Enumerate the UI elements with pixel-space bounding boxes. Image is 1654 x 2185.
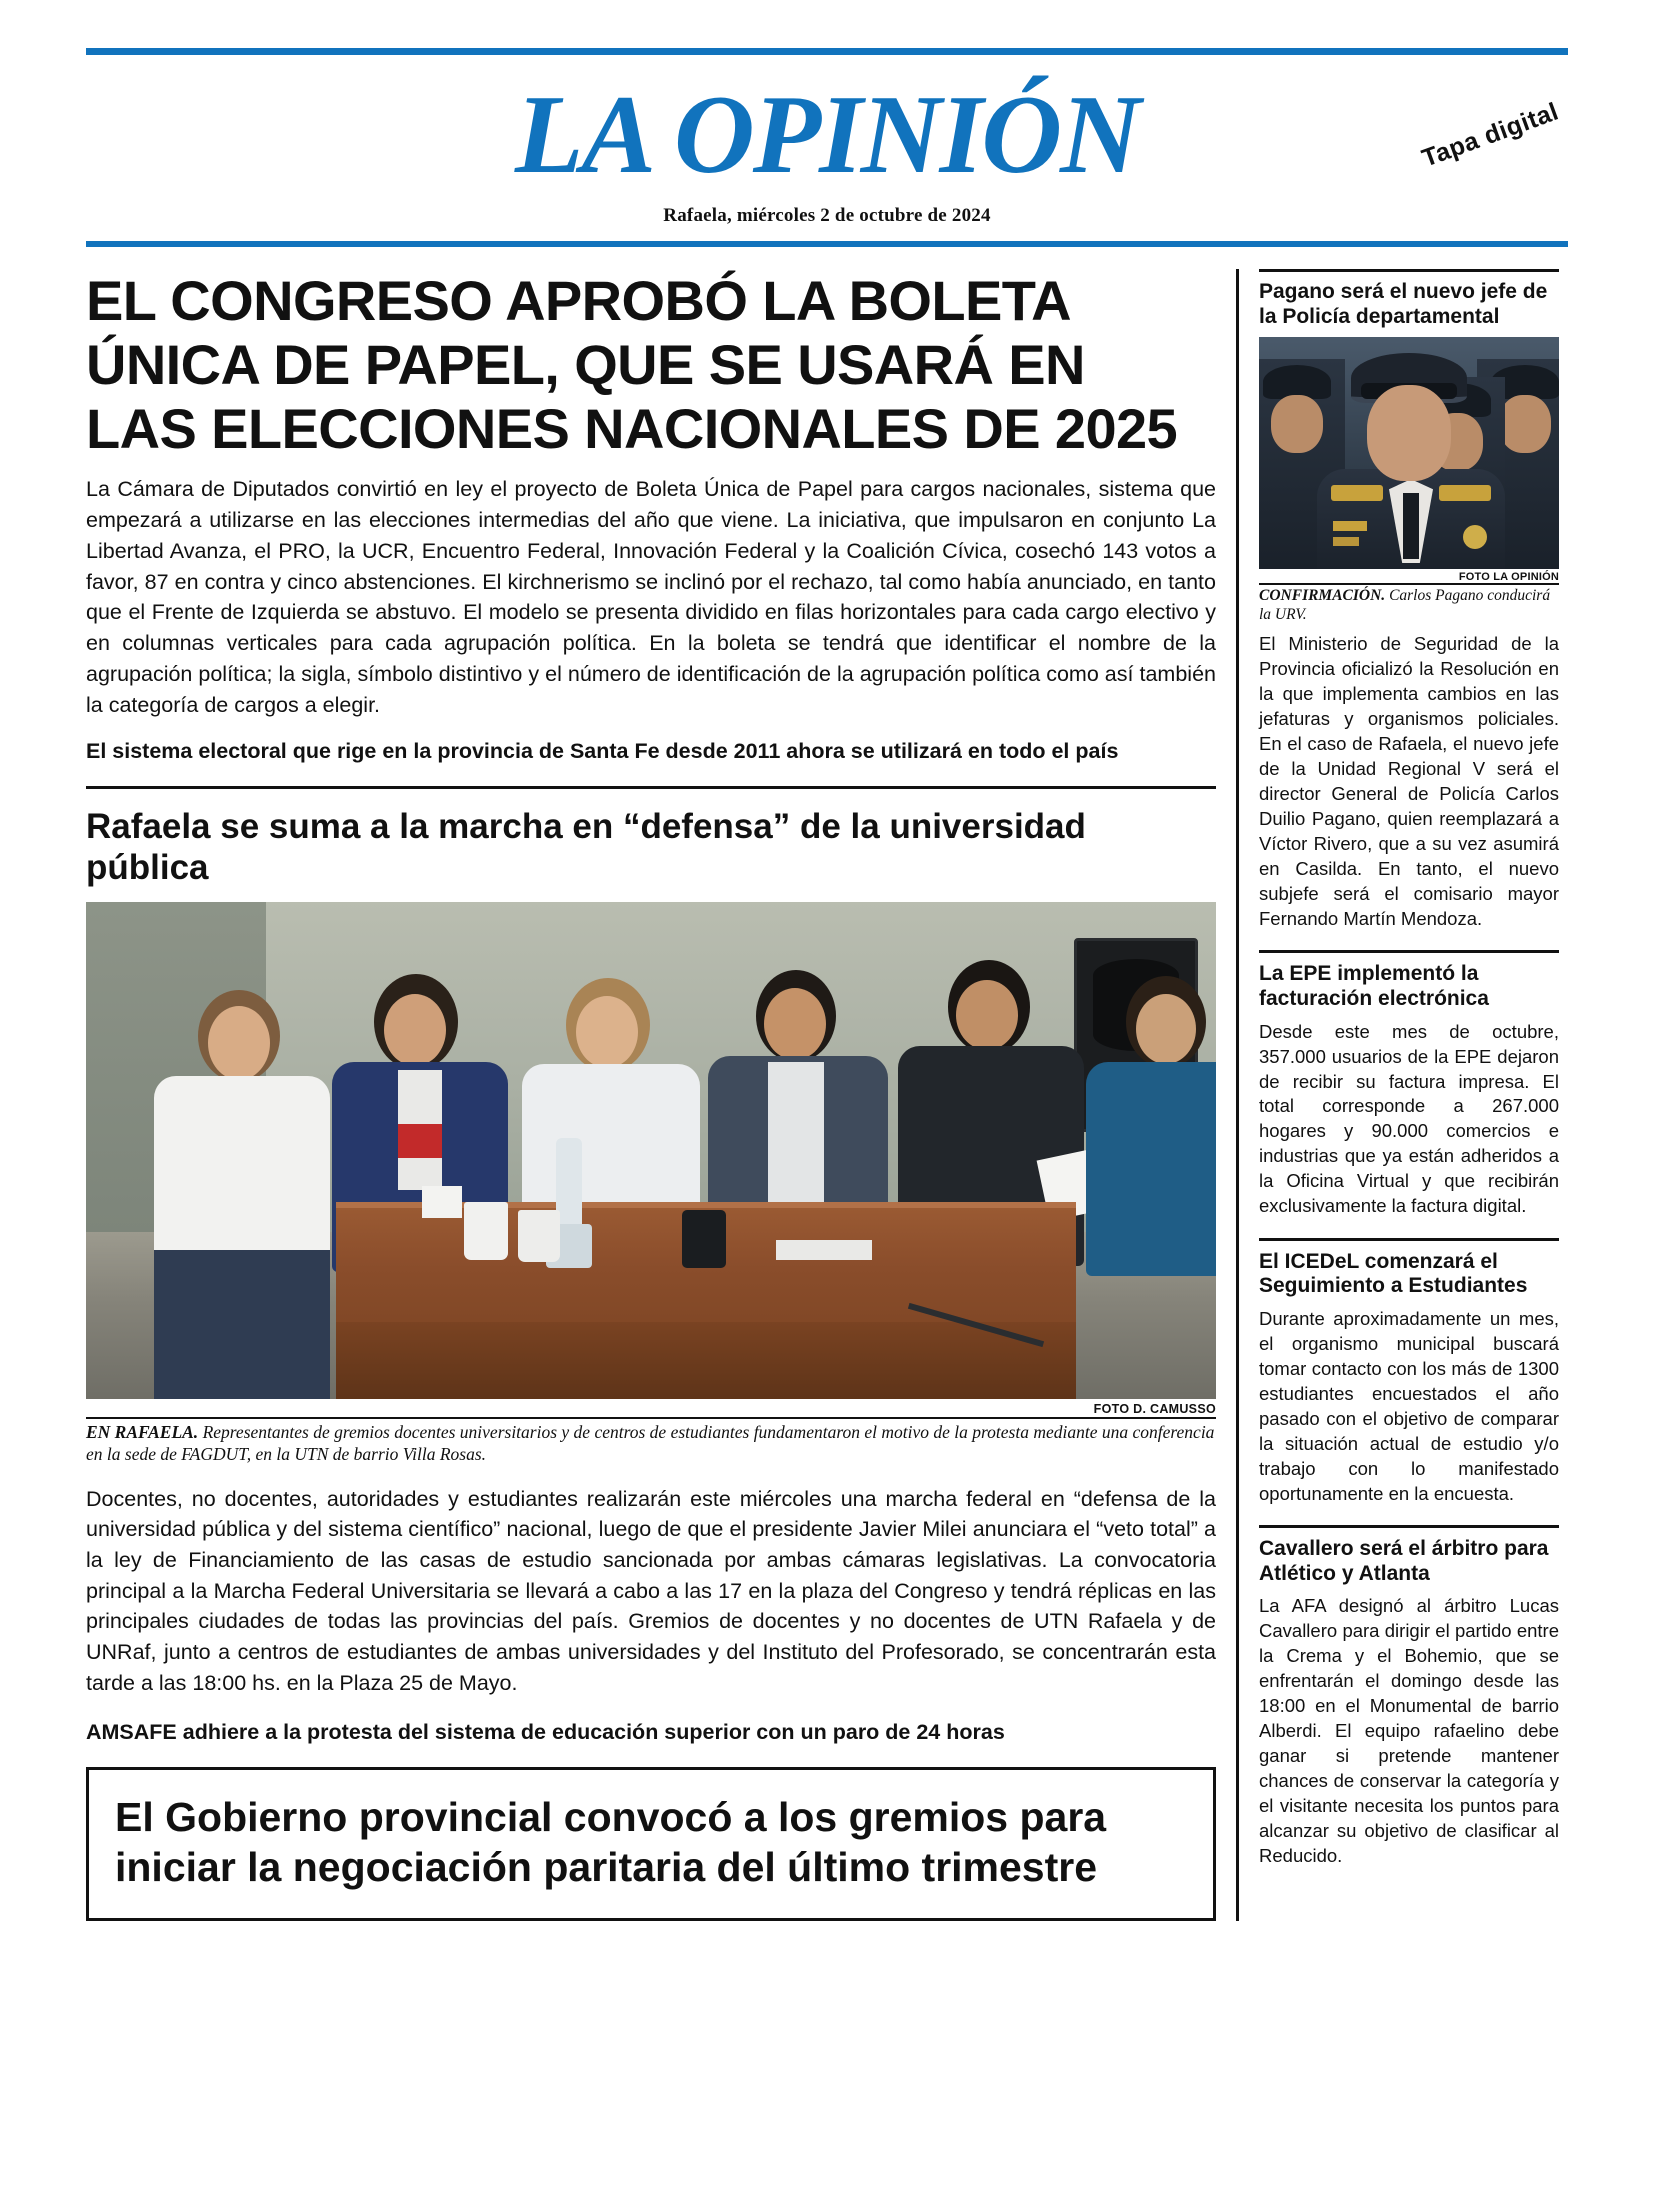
column-divider: [1236, 269, 1239, 1921]
main-column: [86, 269, 1216, 1921]
sidebar-item-photo: [1259, 337, 1559, 569]
sidebar-item-cavallero: [1259, 1525, 1559, 1869]
second-story-caption: [86, 1417, 1216, 1466]
sidebar-item-title: La EPE implementó la facturación electrónica: [1259, 962, 1489, 1010]
sidebar-separator: [1259, 1525, 1559, 1528]
masthead-top-rule: [86, 48, 1568, 55]
sidebar-item-icedel: [1259, 1238, 1559, 1507]
lead-subhead: El sistema electoral que rige en la provincia de Santa Fe desde 2011 ahora se utilizará en todo el país: [86, 739, 1119, 764]
sidebar-item-epe: [1259, 950, 1559, 1219]
sidebar-item-title: Cavallero será el árbitro para Atlético y Atlanta: [1259, 1537, 1549, 1585]
newspaper-logo: LA OPINIÓN: [514, 73, 1140, 197]
masthead: [86, 61, 1568, 227]
caption-lead: EN RAFAELA.: [86, 1421, 199, 1442]
second-story: [86, 807, 1216, 1745]
lead-story: [86, 269, 1216, 766]
second-story-headline: Rafaela se suma a la marcha en “defensa” de la universidad pública: [86, 807, 1086, 887]
lead-headline: [86, 269, 1216, 460]
second-story-photo: [86, 902, 1216, 1399]
second-story-subhead: AMSAFE adhiere a la protesta del sistema de educación superior con un paro de 24 horas: [86, 1720, 1005, 1745]
tapa-digital-badge: Tapa digital: [1418, 97, 1563, 173]
lead-body-text: La Cámara de Diputados convirtió en ley el proyecto de Boleta Única de Papel para cargos nacionales, sistema que empezará a utilizarse en las elecciones intermedias del año que viene. La iniciativa, que impulsaron en conjunto La Libertad Avanza, el PRO, la UCR, Encuentro Federal, Innovación Federal y la Coalición Cívica, cosechó 143 votos a favor, 87 en contra y cinco abstenciones. El kirchnerismo se inclinó por el rechazo, tal como había anunciado, en tanto que el Frente de Izquierda se abstuvo. El modelo se presenta dividido en filas horizontales para cada cargo electivo y en columnas verticales para cada agrupación política. En la boleta se tendrá que identificar el nombre de la agrupación política; la sigla, símbolo distintivo y el número de identificación de la agrupación política como así también la categoría de cargos a elegir.: [86, 477, 1216, 717]
sidebar-separator: [1259, 950, 1559, 953]
sidebar-item-title: Pagano será el nuevo jefe de la Policía departamental: [1259, 280, 1548, 328]
sidebar-photo-credit: FOTO LA OPINIÓN: [1458, 571, 1559, 584]
boxed-story-headline: El Gobierno provincial convocó a los gremios para iniciar la negociación paritaria del último trimestre: [115, 1794, 1107, 1891]
lead-headline-line-2: ÚNICA DE PAPEL, QUE SE USARÁ EN: [86, 332, 1085, 396]
sidebar-photo-caption: [1259, 583, 1559, 624]
lead-headline-line-3: LAS ELECCIONES NACIONALES DE 2025: [86, 396, 1178, 460]
page-body: [86, 269, 1568, 1921]
second-story-photo-credit: FOTO D. CAMUSSO: [1093, 1401, 1216, 1416]
boxed-story: [86, 1767, 1216, 1921]
sidebar-top-rule: [1259, 269, 1559, 272]
sidebar-item-body: Desde este mes de octubre, 357.000 usuarios de la EPE dejaron de recibir su factura impresa. El total corresponde a 267.000 hogares y 90.000 comercios e industrias que ya están adheridos a la Oficina Virtual y que recibirán exclusivamente la factura digital.: [1259, 1020, 1559, 1217]
sidebar: [1259, 269, 1559, 1887]
second-story-body: Docentes, no docentes, autoridades y estudiantes realizarán este miércoles una marcha federal en “defensa de la universidad pública y del sistema científico” nacional, luego de que el presidente Javier Milei anunciara el “veto total” a la ley de Financiamiento de las casas de estudio sancionada por ambas cámaras legislativas. La convocatoria principal a la Marcha Federal Universitaria se llevará a cabo a las 17 en la plaza del Congreso y tendrá réplicas en las principales ciudades de todas las provincias del país. Gremios de docentes y no docentes de UTN Rafaela y de UNRaf, junto a centros de estudiantes de ambas universidades y del Instituto del Profesorado, se concentrarán esta tarde a las 18:00 hs. en la Plaza 25 de Mayo.: [86, 1486, 1216, 1695]
lead-headline-line-1: EL CONGRESO APROBÓ LA BOLETA: [86, 269, 1072, 332]
sidebar-item-title: El ICEDeL comenzará el Seguimiento a Estudiantes: [1259, 1249, 1528, 1298]
sidebar-item-body: El Ministerio de Seguridad de la Provincia oficializó la Resolución en la que implementa cambios en las jefaturas y organismos policiales. En el caso de Rafaela, el nuevo jefe de la Unidad Regional V será el director General de Policía Carlos Duilio Pagano, quien reemplazará a Víctor Rivero, que a su vez asumirá en Casilda. En tanto, el nuevo subjefe será el comisario mayor Fernando Martín Mendoza.: [1259, 633, 1559, 929]
sidebar-separator: [1259, 1238, 1559, 1241]
story-divider-rule: [86, 786, 1216, 789]
sidebar-caption-lead: CONFIRMACIÓN.: [1259, 587, 1386, 605]
caption-text: Representantes de gremios docentes universitarios y de centros de estudiantes fundamentaron el motivo de la protesta mediante una conferencia en la sede de FAGDUT, en la UTN de barrio Villa Rosas.: [86, 1421, 1215, 1464]
sidebar-item-body: Durante aproximadamente un mes, el organismo municipal buscará tomar contacto con los más de 1300 estudiantes encuestados el año pasado con el objetivo de comparar la situación actual de estudio y/o trabajo con lo manifestado oportunamente en la encuesta.: [1259, 1307, 1559, 1504]
sidebar-caption-text: Carlos Pagano conducirá la URV.: [1259, 587, 1551, 623]
dateline: Rafaela, miércoles 2 de octubre de 2024: [663, 205, 991, 226]
masthead-bottom-rule: [86, 241, 1568, 247]
sidebar-item-body: La AFA designó al árbitro Lucas Cavallero para dirigir el partido entre la Crema y el Bohemio, que se enfrentarán el domingo desde las 18:00 en el Monumental de barrio Alberdi. El equipo rafaelino debe ganar si pretende mantener chances de conservar la categoría y el visitante necesita los puntos para alcanzar su objetivo de clasificar al Reducido.: [1259, 1595, 1559, 1866]
sidebar-item-pagano: [1259, 269, 1559, 932]
